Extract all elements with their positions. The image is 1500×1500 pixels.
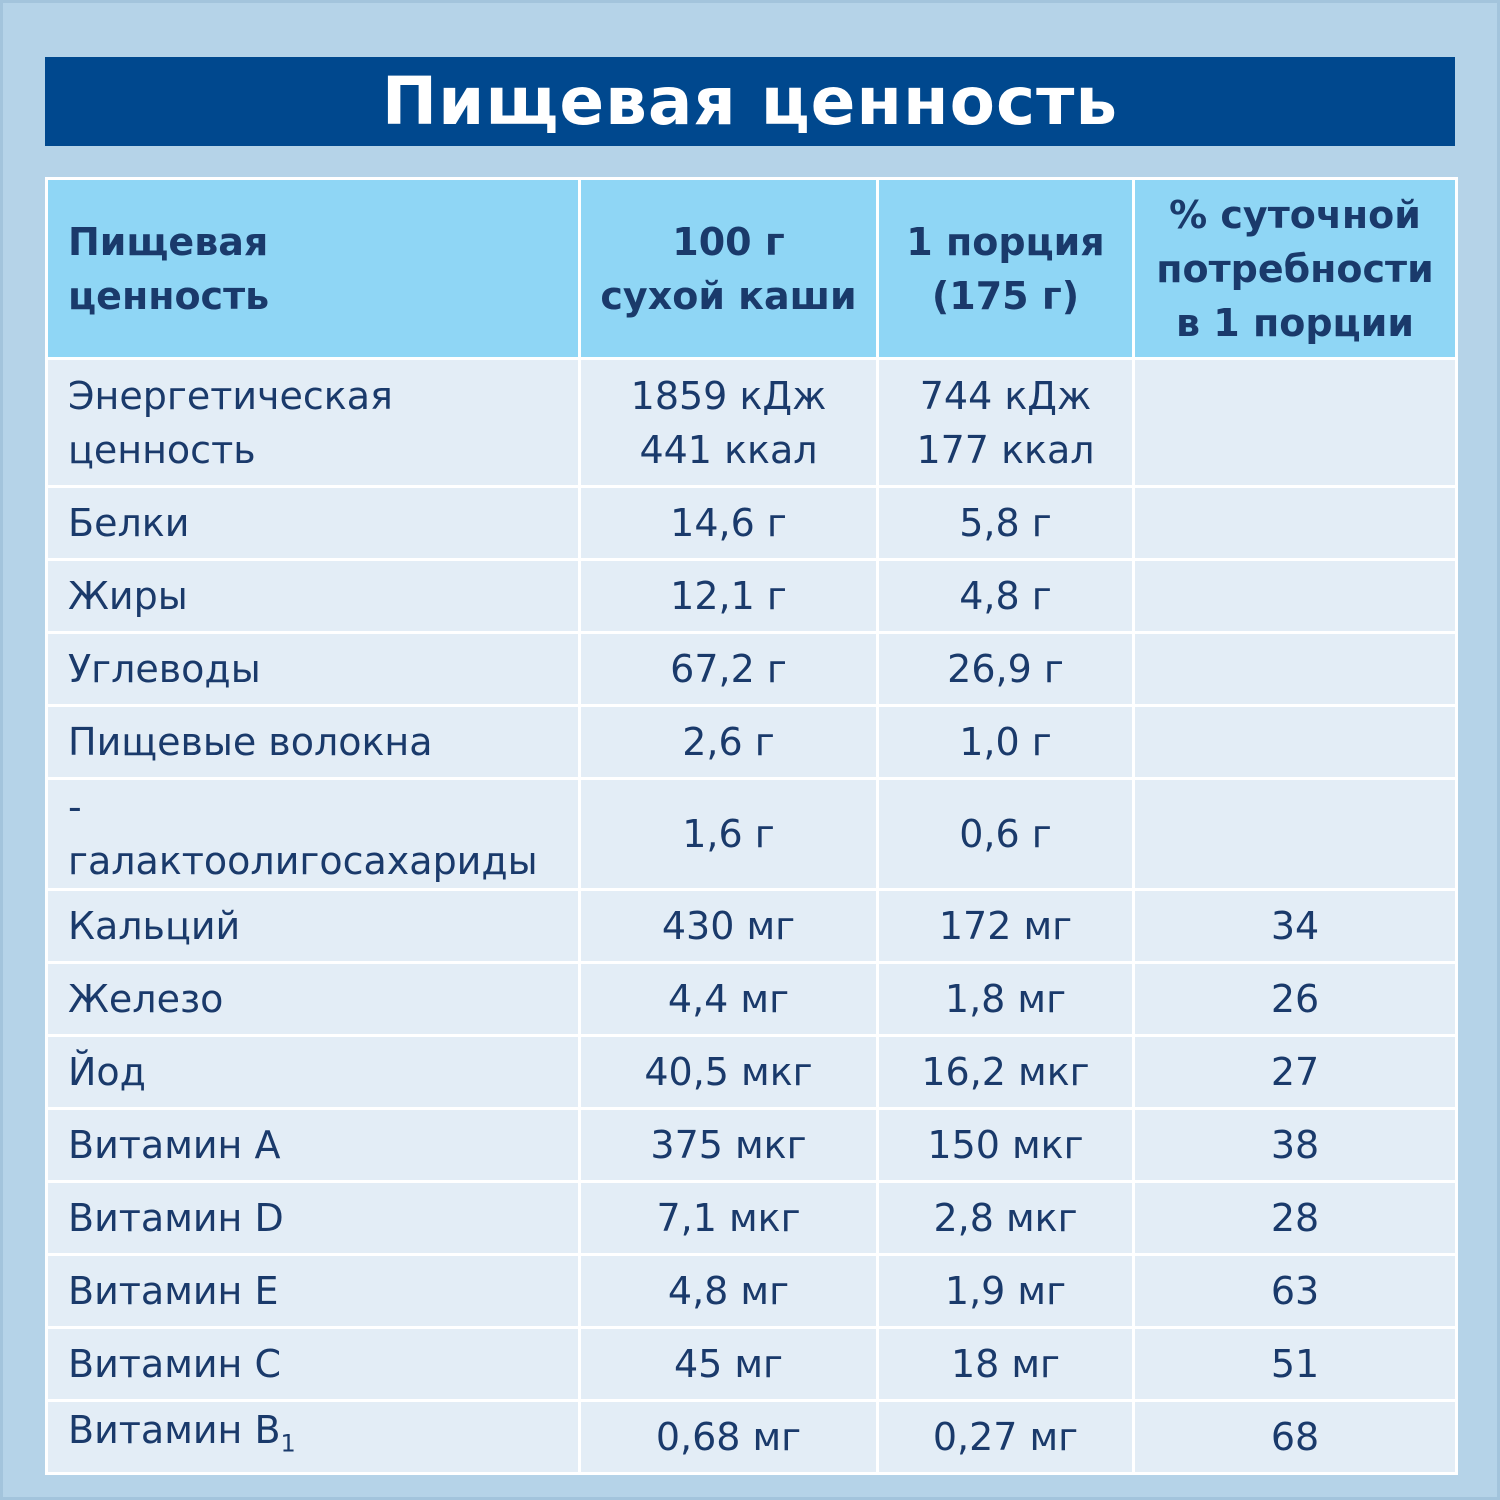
value-per-100g: 12,1 г xyxy=(580,560,878,633)
table-row xyxy=(47,633,1457,706)
value-per-100g: 1,6 г xyxy=(580,779,878,890)
value-per-100g: 2,6 г xyxy=(580,706,878,779)
value-daily-percent: 26 xyxy=(1134,963,1457,1036)
value-daily-percent xyxy=(1134,706,1457,779)
value-per-100g: 40,5 мкг xyxy=(580,1036,878,1109)
nutrient-name xyxy=(47,359,580,487)
page-title: Пищевая ценность xyxy=(45,57,1455,146)
value-per-100g: 7,1 мкг xyxy=(580,1182,878,1255)
value-daily-percent: 51 xyxy=(1134,1328,1457,1401)
value-per-100g: 430 мг xyxy=(580,890,878,963)
nutrient-name: Витамин C xyxy=(47,1328,580,1401)
header-per-100g-line: 100 г xyxy=(672,219,785,264)
header-per-portion xyxy=(878,179,1134,359)
nutrient-name: Железо xyxy=(47,963,580,1036)
value-daily-percent: 38 xyxy=(1134,1109,1457,1182)
value-per-portion: 1,9 мг xyxy=(878,1255,1134,1328)
table-row xyxy=(47,706,1457,779)
nutrient-name: Витамин D xyxy=(47,1182,580,1255)
value-daily-percent: 68 xyxy=(1134,1401,1457,1474)
table-row xyxy=(47,1401,1457,1474)
nutrient-name: Жиры xyxy=(47,560,580,633)
nutrient-name: - галактоолигосахариды xyxy=(47,779,580,890)
value-line: 441 ккал xyxy=(639,427,818,472)
value-daily-percent: 27 xyxy=(1134,1036,1457,1109)
nutrition-table xyxy=(45,177,1458,1475)
value-per-portion: 4,8 г xyxy=(878,560,1134,633)
header-per-100g-line: сухой каши xyxy=(600,273,857,318)
value-daily-percent xyxy=(1134,359,1457,487)
table-header-row xyxy=(47,179,1457,359)
table-row xyxy=(47,1109,1457,1182)
header-nutrient-line: Пищевая xyxy=(68,219,269,264)
value-per-100g: 4,4 мг xyxy=(580,963,878,1036)
value-per-100g: 14,6 г xyxy=(580,487,878,560)
value-per-portion: 0,27 мг xyxy=(878,1401,1134,1474)
value-per-portion: 18 мг xyxy=(878,1328,1134,1401)
value-line: 1859 кДж xyxy=(630,373,827,418)
table-row xyxy=(47,487,1457,560)
header-per-portion-line: 1 порция xyxy=(906,219,1105,264)
value-per-100g: 67,2 г xyxy=(580,633,878,706)
value-daily-percent: 34 xyxy=(1134,890,1457,963)
table-row xyxy=(47,359,1457,487)
header-daily-percent xyxy=(1134,179,1457,359)
table-row xyxy=(47,1036,1457,1109)
value-per-portion: 0,6 г xyxy=(878,779,1134,890)
nutrient-name: Кальций xyxy=(47,890,580,963)
table-row xyxy=(47,1328,1457,1401)
value-per-100g: 4,8 мг xyxy=(580,1255,878,1328)
table-row xyxy=(47,1182,1457,1255)
value-per-100g xyxy=(580,359,878,487)
value-daily-percent xyxy=(1134,633,1457,706)
value-daily-percent: 28 xyxy=(1134,1182,1457,1255)
nutrient-name: Пищевые волокна xyxy=(47,706,580,779)
header-daily-percent-line: % суточной xyxy=(1169,192,1421,237)
nutrient-name: Витамин A xyxy=(47,1109,580,1182)
header-per-100g xyxy=(580,179,878,359)
value-daily-percent: 63 xyxy=(1134,1255,1457,1328)
header-nutrient-line: ценность xyxy=(68,273,270,318)
nutrient-name-line: Энергетическая xyxy=(68,373,393,418)
value-per-100g: 45 мг xyxy=(580,1328,878,1401)
value-line: 177 ккал xyxy=(916,427,1095,472)
nutrient-name xyxy=(47,1401,580,1474)
table-row xyxy=(47,1255,1457,1328)
value-per-portion: 1,0 г xyxy=(878,706,1134,779)
value-per-portion: 150 мкг xyxy=(878,1109,1134,1182)
value-line: 744 кДж xyxy=(919,373,1092,418)
value-per-portion: 2,8 мкг xyxy=(878,1182,1134,1255)
value-per-portion xyxy=(878,359,1134,487)
nutrient-name-line: ценность xyxy=(68,427,256,472)
value-per-portion: 172 мг xyxy=(878,890,1134,963)
nutrient-name-text: Витамин B xyxy=(68,1408,281,1453)
value-per-portion: 16,2 мкг xyxy=(878,1036,1134,1109)
nutrient-name: Углеводы xyxy=(47,633,580,706)
nutrient-name-subscript: 1 xyxy=(280,1429,296,1458)
nutrient-name: Витамин E xyxy=(47,1255,580,1328)
header-daily-percent-line: в 1 порции xyxy=(1176,300,1414,345)
header-nutrient xyxy=(47,179,580,359)
table-row xyxy=(47,890,1457,963)
table-row xyxy=(47,779,1457,890)
value-per-portion: 5,8 г xyxy=(878,487,1134,560)
header-daily-percent-line: потребности xyxy=(1156,246,1434,291)
value-per-100g: 0,68 мг xyxy=(580,1401,878,1474)
value-per-portion: 26,9 г xyxy=(878,633,1134,706)
nutrient-name: Белки xyxy=(47,487,580,560)
value-daily-percent xyxy=(1134,779,1457,890)
header-per-portion-line: (175 г) xyxy=(931,273,1080,318)
value-per-100g: 375 мкг xyxy=(580,1109,878,1182)
value-daily-percent xyxy=(1134,487,1457,560)
nutrient-name: Йод xyxy=(47,1036,580,1109)
value-daily-percent xyxy=(1134,560,1457,633)
table-row xyxy=(47,560,1457,633)
value-per-portion: 1,8 мг xyxy=(878,963,1134,1036)
table-row xyxy=(47,963,1457,1036)
